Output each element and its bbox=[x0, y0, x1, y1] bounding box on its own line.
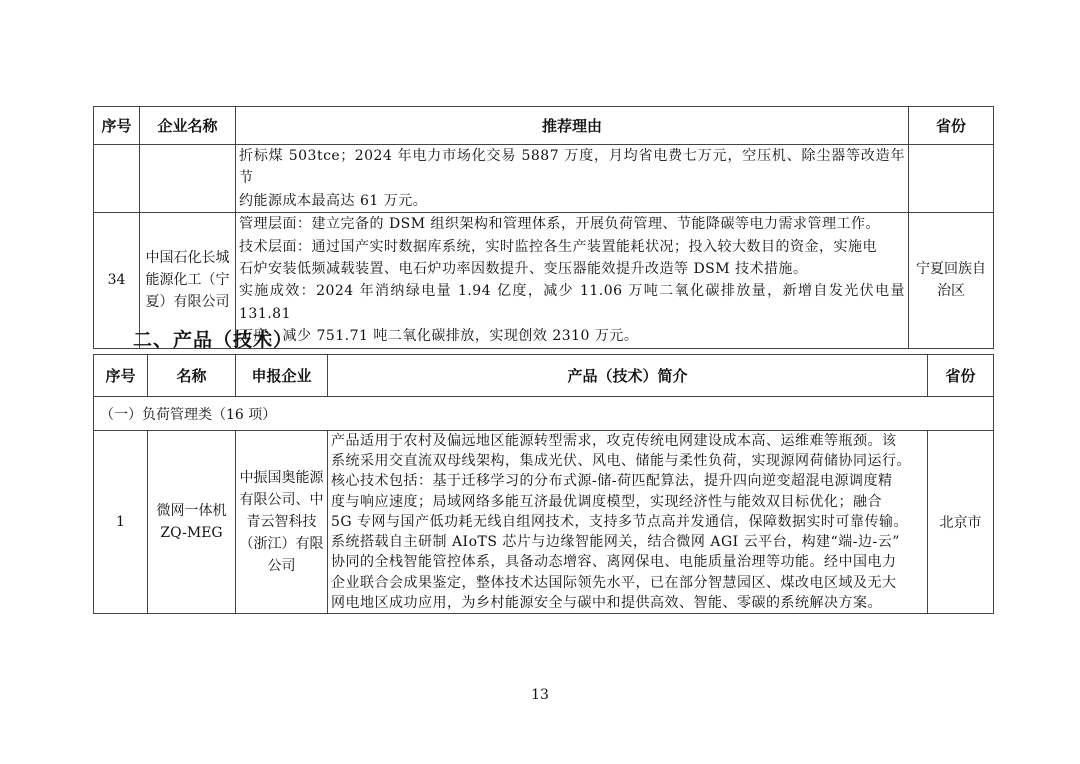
reason-cell bbox=[236, 213, 909, 348]
header-reason: 推荐理由 bbox=[236, 107, 909, 145]
header-company: 企业名称 bbox=[140, 107, 236, 145]
header-intro: 产品（技术）简介 bbox=[328, 355, 928, 397]
text-line: 管理层面：建立完备的 DSM 组织架构和管理体系，开展负荷管理、节能降碳等电力需求管理工作。 bbox=[239, 216, 881, 233]
table-header-row bbox=[94, 107, 994, 145]
product-name-line: ZQ-MEG bbox=[160, 525, 223, 541]
table-row bbox=[94, 145, 994, 213]
table-row bbox=[94, 431, 994, 614]
page-number: 13 bbox=[531, 687, 549, 703]
recommendation-table bbox=[93, 106, 994, 349]
header-province: 省份 bbox=[909, 107, 994, 145]
header-province: 省份 bbox=[928, 355, 994, 397]
text-line: 5G 专网与国产低功耗无线自组网技术，支持多节点高并发通信，保障数据实时可靠传输。 bbox=[331, 513, 909, 530]
row-index: 1 bbox=[94, 431, 148, 614]
text-line: 网电地区成功应用，为乡村能源安全与碳中和提供高效、智能、零碳的系统解决方案。 bbox=[331, 594, 882, 611]
product-name bbox=[148, 431, 236, 614]
text-line: 企业联合会成果鉴定，整体技术达国际领先水平，已在部分智慧园区、煤改电区域及无大 bbox=[331, 574, 897, 591]
header-name: 名称 bbox=[148, 355, 236, 397]
text-line: 系统搭载自主研制 AIoTS 芯片与边缘智能网关，结合微网 AGI 云平台，构建“端-边-云” bbox=[331, 534, 900, 551]
category-label: （一）负荷管理类（16 项） bbox=[94, 397, 994, 431]
text-line: 石炉安装低频减载装置、电石炉功率因数提升、变压器能效提升改造等 DSM 技术措施。 bbox=[239, 261, 808, 278]
text-line: 产品适用于农村及偏远地区能源转型需求，攻克传统电网建设成本高、运维难等瓶颈。该 bbox=[331, 433, 897, 450]
text-line: 技术层面：通过国产实时数据库系统，实时监控各生产装置能耗状况；投入较大数目的资金，实施电 bbox=[239, 238, 877, 255]
company-name: 中国石化长城能源化工（宁夏）有限公司 bbox=[140, 213, 236, 348]
header-company: 申报企业 bbox=[236, 355, 328, 397]
table-header-row bbox=[94, 355, 994, 397]
text-line: 系统采用交直流双母线架构，集成光伏、风电、储能与柔性负荷，实现源网荷储协同运行。 bbox=[331, 453, 911, 470]
row-index: 34 bbox=[94, 213, 140, 348]
reason-cell bbox=[236, 145, 909, 213]
product-name-line: 微网一体机 bbox=[156, 503, 227, 519]
text-line: 万度，减少 751.71 吨二氧化碳排放，实现创效 2310 万元。 bbox=[239, 328, 639, 345]
header-index: 序号 bbox=[94, 107, 140, 145]
text-line: 核心技术包括：基于迁移学习的分布式源-储-荷匹配算法，提升四向逆变超混电源调度精 bbox=[331, 473, 893, 490]
product-table bbox=[93, 354, 994, 614]
text-line: 协同的全栈智能管控体系，具备动态增容、离网保电、电能质量治理等功能。经中国电力 bbox=[331, 554, 897, 571]
text-line: 度与响应速度；局域网络多能互济最优调度模型，实现经济性与能效双目标优化；融合 bbox=[331, 493, 882, 510]
applicant-company: 中振国奥能源有限公司、中青云智科技（浙江）有限公司 bbox=[236, 431, 328, 614]
text-line: 折标煤 503tce；2024 年电力市场化交易 5887 万度，月均省电费七万元，空压机、除尘器等改造年节 bbox=[239, 148, 905, 187]
category-row bbox=[94, 397, 994, 431]
header-index: 序号 bbox=[94, 355, 148, 397]
text-line: 实施成效：2024 年消纳绿电量 1.94 亿度，减少 11.06 万吨二氧化碳排放量，新增自发光伏电量 131.81 bbox=[239, 283, 905, 322]
section-heading: 二、产品（技术） bbox=[133, 329, 294, 351]
province: 宁夏回族自治区 bbox=[909, 213, 994, 348]
intro-cell bbox=[328, 431, 928, 614]
text-line: 约能源成本最高达 61 万元。 bbox=[239, 192, 428, 209]
province: 北京市 bbox=[928, 431, 994, 614]
